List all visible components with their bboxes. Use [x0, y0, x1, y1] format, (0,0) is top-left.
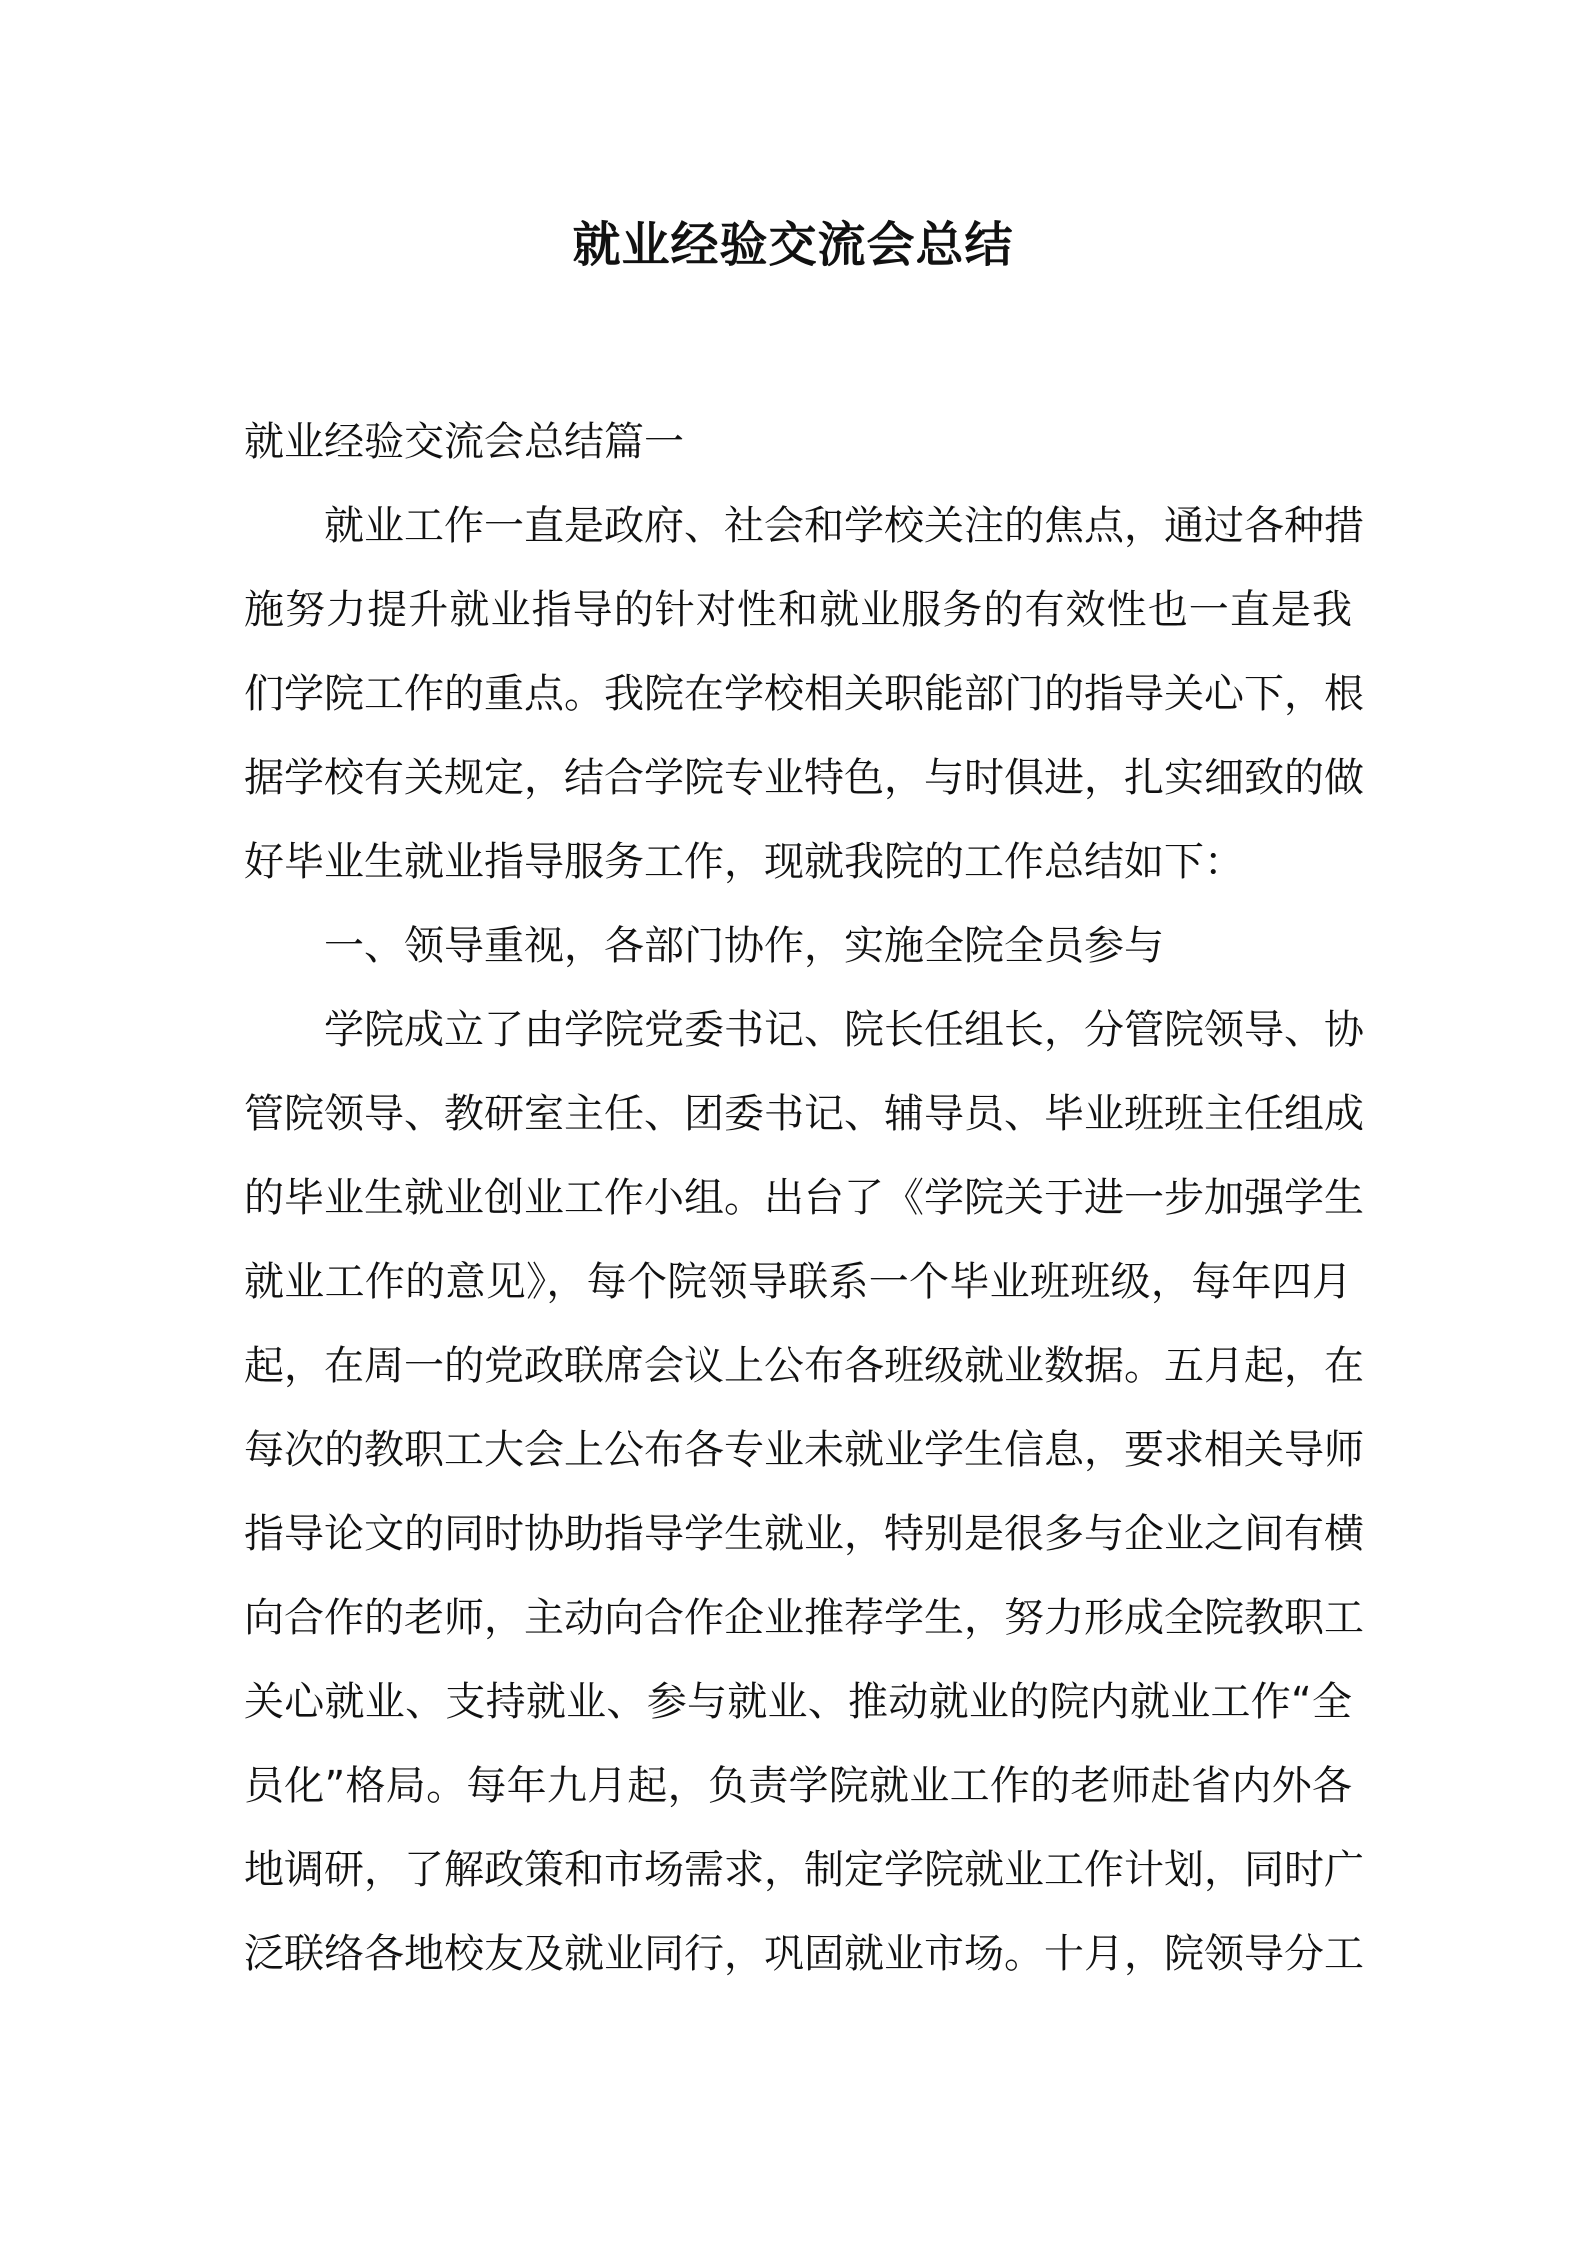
paragraph-line: 好毕业生就业指导服务工作，现就我院的工作总结如下：	[244, 839, 1244, 885]
subsection-heading: 一、领导重视，各部门协作，实施全院全员参与	[324, 923, 1164, 969]
paragraph-line: 就业工作的意见》，每个院领导联系一个毕业班班级，每年四月	[244, 1259, 1352, 1305]
paragraph-line: 起，在周一的党政联席会议上公布各班级就业数据。五月起，在	[244, 1343, 1364, 1389]
paragraph-line: 员化”格局。每年九月起，负责学院就业工作的老师赴省内外各	[244, 1763, 1352, 1809]
section-heading: 就业经验交流会总结篇一	[244, 419, 684, 465]
document-body	[244, 400, 1364, 1996]
paragraph-line: 每次的教职工大会上公布各专业未就业学生信息，要求相关导师	[244, 1427, 1364, 1473]
paragraph-line: 们学院工作的重点。我院在学校相关职能部门的指导关心下，根	[244, 671, 1364, 717]
paragraph-line: 指导论文的同时协助指导学生就业，特别是很多与企业之间有横	[244, 1511, 1364, 1557]
paragraph-line: 就业工作一直是政府、社会和学校关注的焦点，通过各种措	[324, 503, 1364, 549]
paragraph-line: 泛联络各地校友及就业同行，巩固就业市场。十月，院领导分工	[244, 1931, 1364, 1977]
paragraph-line: 施努力提升就业指导的针对性和就业服务的有效性也一直是我	[244, 587, 1352, 633]
paragraph-line: 向合作的老师，主动向合作企业推荐学生，努力形成全院教职工	[244, 1595, 1364, 1641]
paragraph-line: 关心就业、支持就业、参与就业、推动就业的院内就业工作“全	[244, 1679, 1352, 1725]
paragraph-line: 据学校有关规定，结合学院专业特色，与时俱进，扎实细致的做	[244, 755, 1364, 801]
paragraph-line: 地调研，了解政策和市场需求，制定学院就业工作计划，同时广	[244, 1847, 1364, 1893]
paragraph-line: 学院成立了由学院党委书记、院长任组长，分管院领导、协	[324, 1007, 1364, 1053]
document-title: 就业经验交流会总结	[572, 217, 1014, 273]
paragraph-line: 的毕业生就业创业工作小组。出台了《学院关于进一步加强学生	[244, 1175, 1364, 1221]
paragraph-line: 管院领导、教研室主任、团委书记、辅导员、毕业班班主任组成	[244, 1091, 1364, 1137]
